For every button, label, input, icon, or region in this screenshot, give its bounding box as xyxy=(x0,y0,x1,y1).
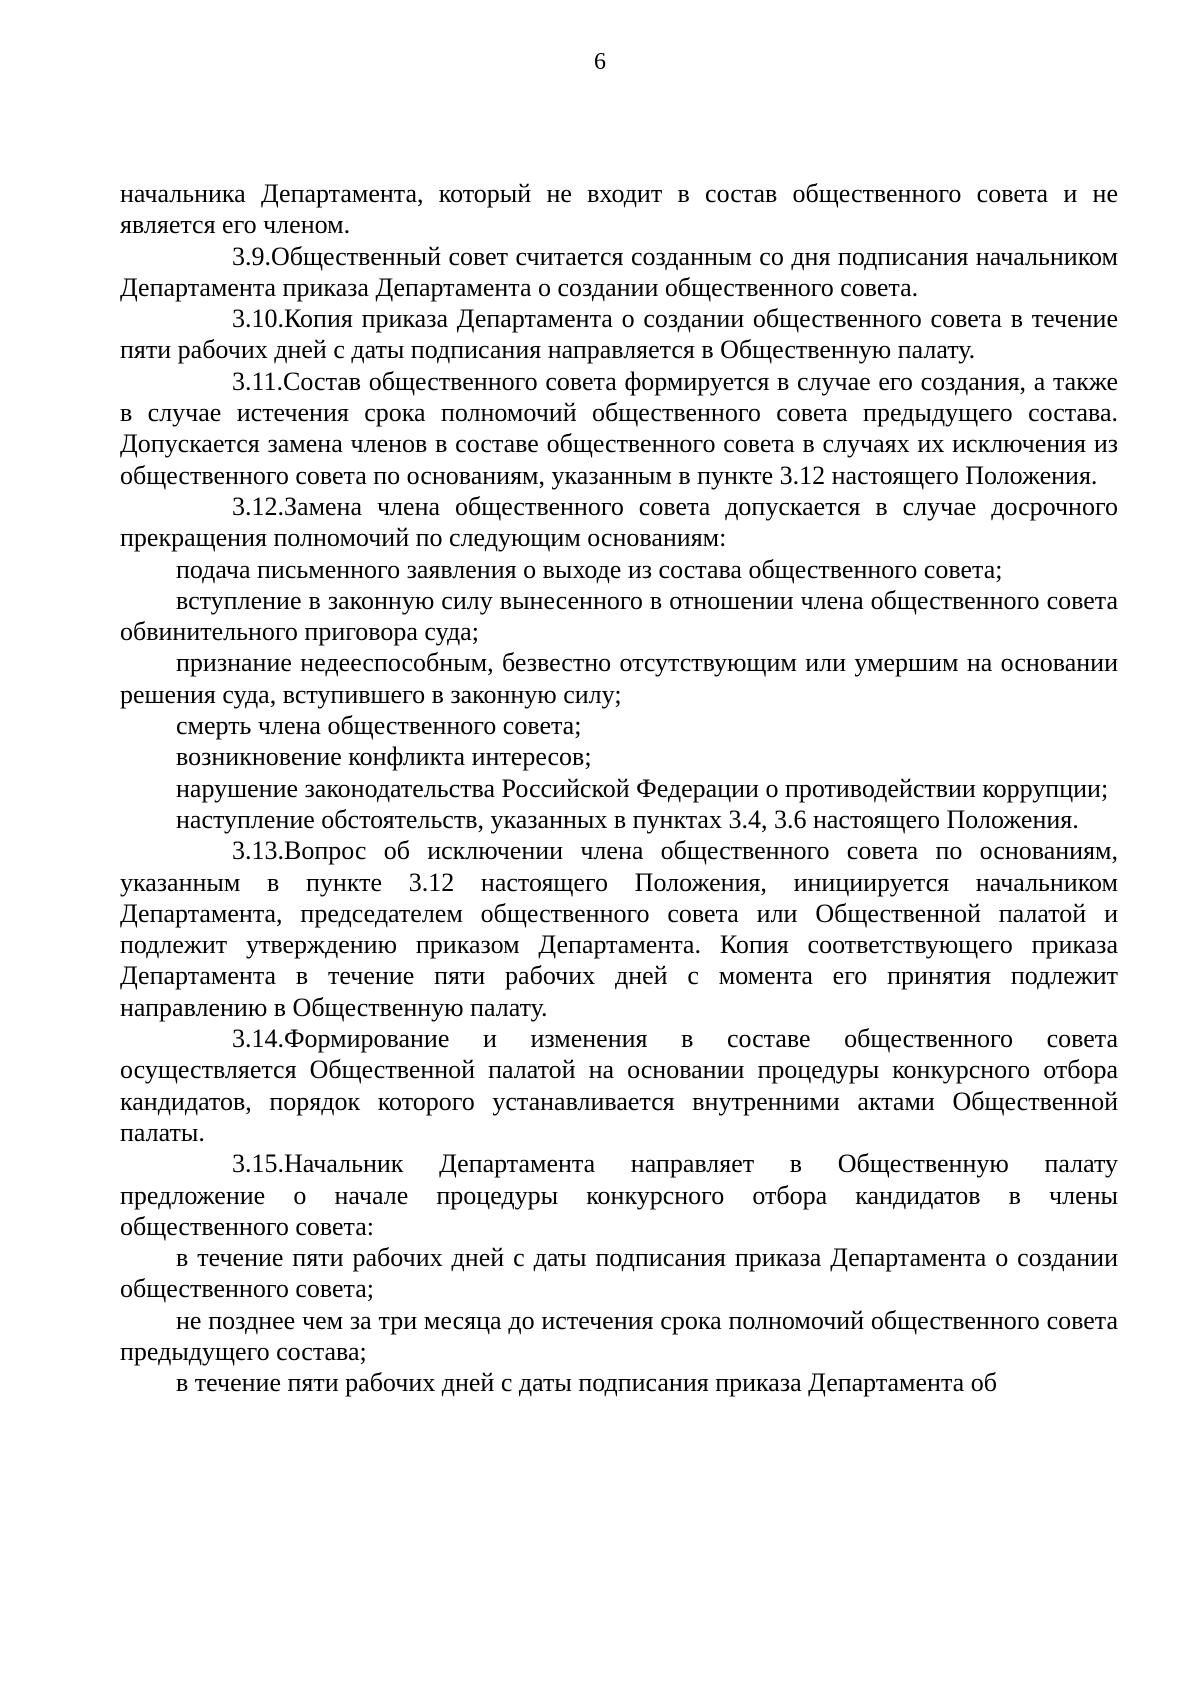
clause-number: 3.13. xyxy=(232,836,284,866)
list-item: вступление в законную силу вынесенного в отношении члена общественного совета обвинительного приговора суда; xyxy=(120,585,1118,647)
list-item: подача письменного заявления о выходе из состава общественного совета; xyxy=(176,554,1003,584)
clause-number: 3.12. xyxy=(232,491,284,521)
clause-3-11: 3.11.Состав общественного совета формируется в случае его создания, а также в случае истечения срока полномочий общественного совета предыдущего состава. Допускается замена членов в составе общественного совета в случаях их исключения из общественного совета по основаниям, указанным в пункте 3.12 настоящего Положения. xyxy=(120,366,1118,490)
clause-3-9: 3.9.Общественный совет считается созданным со дня подписания начальником Департамента приказа Департамента о создании общественного совета. xyxy=(120,241,1118,302)
list-item: наступление обстоятельств, указанных в пунктах 3.4, 3.6 настоящего Положения. xyxy=(176,804,1079,834)
clause-number: 3.10. xyxy=(232,304,284,334)
list-item: возникновение конфликта интересов; xyxy=(176,742,592,772)
list-item: не позднее чем за три месяца до истечения срока полномочий общественного совета предыдущего состава; xyxy=(120,1305,1118,1366)
list-item: нарушение законодательства Российской Федерации о противодействии коррупции; xyxy=(176,773,1109,803)
clause-3-10: 3.10.Копия приказа Департамента о создании общественного совета в течение пяти рабочих дней с даты подписания направляется в Общественную палату. xyxy=(120,304,1118,365)
document-body xyxy=(120,178,1118,1399)
list-item: признание недееспособным, безвестно отсутствующим или умершим на основании решения суда, вступившего в законную силу; xyxy=(120,648,1118,709)
list-item: смерть члена общественного совета; xyxy=(176,711,582,741)
clause-number: 3.15. xyxy=(232,1149,284,1179)
clause-number: 3.9. xyxy=(232,241,271,271)
paragraph-continuation: начальника Департамента, который не входит в состав общественного совета и не является его членом. xyxy=(120,179,1118,240)
clause-3-12: 3.12.Замена члена общественного совета допускается в случае досрочного прекращения полномочий по следующим основаниям: xyxy=(120,491,1118,553)
clause-3-13: 3.13.Вопрос об исключении члена общественного совета по основаниям, указанным в пункте 3.12 настоящего Положения, инициируется начальником Департамента, председателем общественного совета или Общественной палатой и подлежит утверждению приказом Департамента. Копия соответствующего приказа Департамента в течение пяти рабочих дней с момента его принятия подлежит направлению в Общественную палату. xyxy=(120,836,1118,1022)
clause-3-14: 3.14.Формирование и изменения в составе общественного совета осуществляется Общественной палатой на основании процедуры конкурсного отбора кандидатов, порядок которого устанавливается внутренними актами Общественной палаты. xyxy=(120,1024,1118,1147)
page-number: 6 xyxy=(594,49,606,75)
list-item: в течение пяти рабочих дней с даты подписания приказа Департамента об xyxy=(176,1368,997,1398)
list-item: в течение пяти рабочих дней с даты подписания приказа Департамента о создании общественного совета; xyxy=(120,1243,1118,1304)
clause-3-15: 3.15.Начальник Департамента направляет в Общественную палату предложение о начале процедуры конкурсного отбора кандидатов в члены общественного совета: xyxy=(120,1149,1118,1241)
clause-number: 3.14. xyxy=(232,1024,284,1054)
clause-number: 3.11. xyxy=(232,366,284,396)
